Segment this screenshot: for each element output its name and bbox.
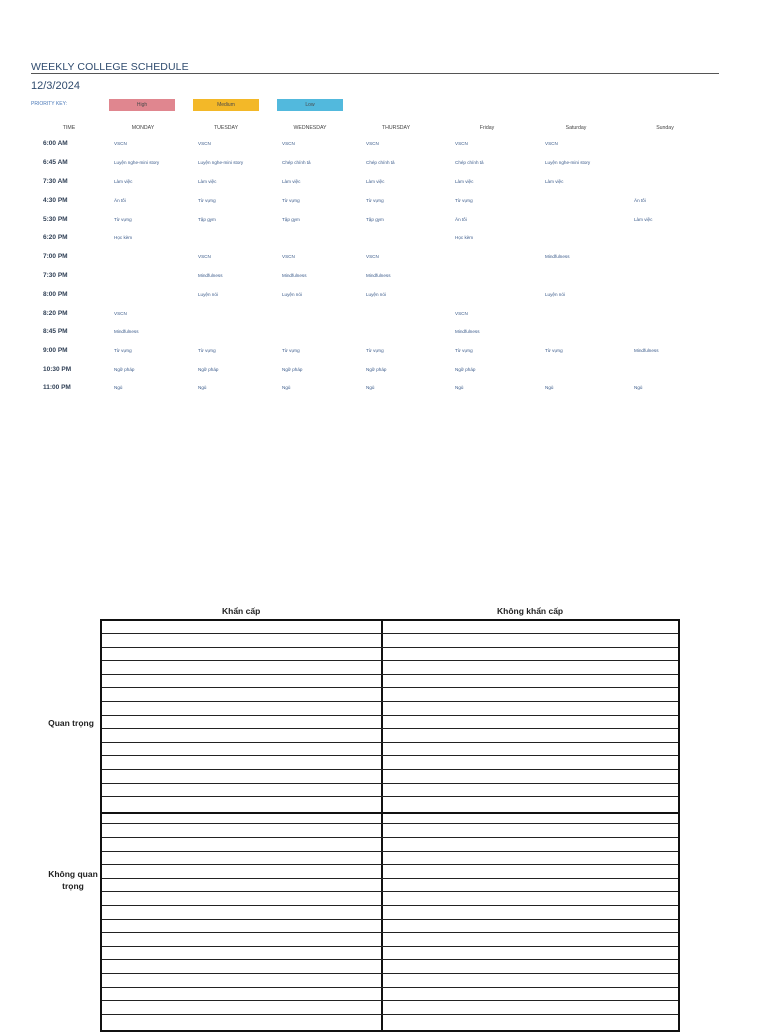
schedule-entry: Ngủ — [455, 385, 464, 390]
schedule-date: 12/3/2024 — [31, 80, 80, 92]
time-slot: 5:30 PM — [43, 216, 68, 223]
schedule-entry: Làm việc — [114, 179, 133, 184]
time-slot: 9:00 PM — [43, 347, 68, 354]
schedule-entry: Ngủ — [282, 385, 291, 390]
matrix-ruled-line — [102, 932, 678, 933]
column-header-monday: MONDAY — [131, 125, 155, 131]
schedule-entry: VSCN — [366, 254, 379, 259]
matrix-ruled-line — [102, 742, 678, 743]
time-slot: 7:30 PM — [43, 272, 68, 279]
schedule-entry: VSCN — [198, 141, 211, 146]
schedule-entry: VSCN — [282, 254, 295, 259]
schedule-entry: Từ vựng — [198, 348, 216, 353]
schedule-entry: VSCN — [198, 254, 211, 259]
matrix-header-not-urgent: Không khẩn cấp — [497, 606, 564, 616]
schedule-entry: Học kèm — [455, 235, 474, 240]
schedule-entry: Từ vựng — [198, 198, 216, 203]
matrix-ruled-line — [102, 796, 678, 797]
matrix-ruled-line — [102, 891, 678, 892]
schedule-entry: VSCN — [114, 141, 127, 146]
schedule-entry: VSCN — [282, 141, 295, 146]
matrix-row-label-not-important: Không quan trọng — [48, 869, 98, 891]
time-slot: 6:45 AM — [43, 159, 68, 166]
time-slot: 11:00 PM — [43, 384, 71, 391]
schedule-entry: Ngủ — [198, 385, 207, 390]
schedule-entry: Luyện nghe-mini story — [114, 160, 160, 165]
matrix-ruled-line — [102, 1014, 678, 1015]
schedule-entry: Chép chính tả — [455, 160, 484, 165]
column-header-time: TIME — [62, 125, 76, 131]
matrix-ruled-line — [102, 674, 678, 675]
priority-key-high: High — [109, 99, 175, 111]
schedule-entry: Mindfulness — [366, 273, 391, 278]
column-header-thursday: THURSDAY — [381, 125, 411, 131]
schedule-entry: Mindfulness — [455, 329, 480, 334]
schedule-entry: Luyện nghe-mini story — [198, 160, 244, 165]
schedule-entry: Luyện nói — [545, 292, 565, 297]
schedule-entry: Mindfulness — [198, 273, 223, 278]
schedule-entry: Ngủ — [545, 385, 554, 390]
quadrant-urgent-not-important[interactable] — [100, 812, 383, 1032]
column-header-sunday: Sunday — [656, 125, 674, 131]
matrix-ruled-line — [102, 823, 678, 824]
column-header-friday: Friday — [479, 125, 495, 131]
matrix-ruled-line — [102, 715, 678, 716]
matrix-ruled-line — [102, 701, 678, 702]
time-slot: 7:30 AM — [43, 178, 68, 185]
time-slot: 4:30 PM — [43, 197, 68, 204]
schedule-entry: Ngủ — [114, 385, 123, 390]
matrix-ruled-line — [102, 959, 678, 960]
schedule-entry: Ngữ pháp — [198, 367, 219, 372]
schedule-entry: Luyện nói — [282, 292, 302, 297]
schedule-entry: Mindfulness — [114, 329, 139, 334]
schedule-entry: Luyện nói — [366, 292, 386, 297]
schedule-entry: Chép chính tả — [282, 160, 311, 165]
schedule-entry: VSCN — [114, 311, 127, 316]
schedule-entry: VSCN — [455, 141, 468, 146]
matrix-ruled-line — [102, 769, 678, 770]
quadrant-not-urgent-important[interactable] — [381, 619, 680, 814]
column-header-wednesday: WEDNESDAY — [293, 125, 327, 131]
schedule-entry: Làm việc — [455, 179, 474, 184]
matrix-ruled-line — [102, 946, 678, 947]
schedule-entry: Từ vựng — [114, 348, 132, 353]
schedule-entry: VSCN — [545, 141, 558, 146]
schedule-entry: VSCN — [455, 311, 468, 316]
schedule-entry: Mindfulness — [634, 348, 659, 353]
schedule-entry: Mindfulness — [545, 254, 570, 259]
matrix-ruled-line — [102, 728, 678, 729]
schedule-entry: Chép chính tả — [366, 160, 395, 165]
schedule-entry: Tập gym — [198, 217, 216, 222]
schedule-entry: Ngủ — [366, 385, 375, 390]
schedule-entry: Mindfulness — [282, 273, 307, 278]
schedule-entry: Ngữ pháp — [455, 367, 476, 372]
matrix-ruled-line — [102, 660, 678, 661]
quadrant-not-urgent-not-important[interactable] — [381, 812, 680, 1032]
schedule-entry: Làm việc — [198, 179, 217, 184]
matrix-ruled-line — [102, 633, 678, 634]
time-slot: 6:00 AM — [43, 140, 68, 147]
matrix-ruled-line — [102, 851, 678, 852]
priority-key-low: Low — [277, 99, 343, 111]
schedule-entry: Làm việc — [282, 179, 301, 184]
schedule-entry: Làm việc — [545, 179, 564, 184]
schedule-entry: Luyện nghe-mini story — [545, 160, 591, 165]
schedule-entry: Tập gym — [366, 217, 384, 222]
schedule-entry: Từ vựng — [282, 198, 300, 203]
matrix-ruled-line — [102, 837, 678, 838]
matrix-ruled-line — [102, 878, 678, 879]
matrix-ruled-line — [102, 864, 678, 865]
matrix-header-urgent: Khẩn cấp — [222, 606, 261, 616]
time-slot: 8:00 PM — [43, 291, 68, 298]
schedule-entry: Luyện nói — [198, 292, 218, 297]
time-slot: 8:20 PM — [43, 310, 68, 317]
schedule-entry: Ngữ pháp — [282, 367, 303, 372]
schedule-entry: Từ vựng — [455, 198, 473, 203]
matrix-ruled-line — [102, 783, 678, 784]
schedule-entry: Ngữ pháp — [114, 367, 135, 372]
time-slot: 7:00 PM — [43, 253, 68, 260]
schedule-title: WEEKLY COLLEGE SCHEDULE — [31, 61, 189, 73]
title-underline — [31, 73, 719, 74]
matrix-row-label-important: Quan trọng — [48, 718, 94, 728]
matrix-ruled-line — [102, 905, 678, 906]
schedule-entry: Ăn tối — [634, 198, 646, 203]
schedule-entry: Tập gym — [282, 217, 300, 222]
schedule-entry: Từ vựng — [282, 348, 300, 353]
matrix-ruled-line — [102, 755, 678, 756]
schedule-entry: VSCN — [366, 141, 379, 146]
time-slot: 8:45 PM — [43, 328, 68, 335]
matrix-ruled-line — [102, 973, 678, 974]
matrix-ruled-line — [102, 647, 678, 648]
priority-key-medium: Medium — [193, 99, 259, 111]
schedule-entry: Ăn tối — [114, 198, 126, 203]
time-slot: 6:20 PM — [43, 234, 68, 241]
priority-key-label: PRIORITY KEY: — [31, 101, 68, 107]
schedule-entry: Ngữ pháp — [366, 367, 387, 372]
matrix-ruled-line — [102, 687, 678, 688]
schedule-entry: Học kèm — [114, 235, 133, 240]
column-header-tuesday: TUESDAY — [213, 125, 239, 131]
schedule-entry: Từ vựng — [114, 217, 132, 222]
matrix-ruled-line — [102, 919, 678, 920]
schedule-entry: Ngủ — [634, 385, 643, 390]
schedule-entry: Ăn tối — [455, 217, 467, 222]
schedule-entry: Làm việc — [634, 217, 653, 222]
time-slot: 10:30 PM — [43, 366, 72, 373]
quadrant-urgent-important[interactable] — [100, 619, 383, 814]
matrix-ruled-line — [102, 987, 678, 988]
schedule-entry: Từ vựng — [545, 348, 563, 353]
column-header-saturday: Saturday — [565, 125, 587, 131]
matrix-ruled-line — [102, 1000, 678, 1001]
schedule-entry: Từ vựng — [455, 348, 473, 353]
schedule-entry: Làm việc — [366, 179, 385, 184]
schedule-entry: Từ vựng — [366, 198, 384, 203]
schedule-entry: Từ vựng — [366, 348, 384, 353]
